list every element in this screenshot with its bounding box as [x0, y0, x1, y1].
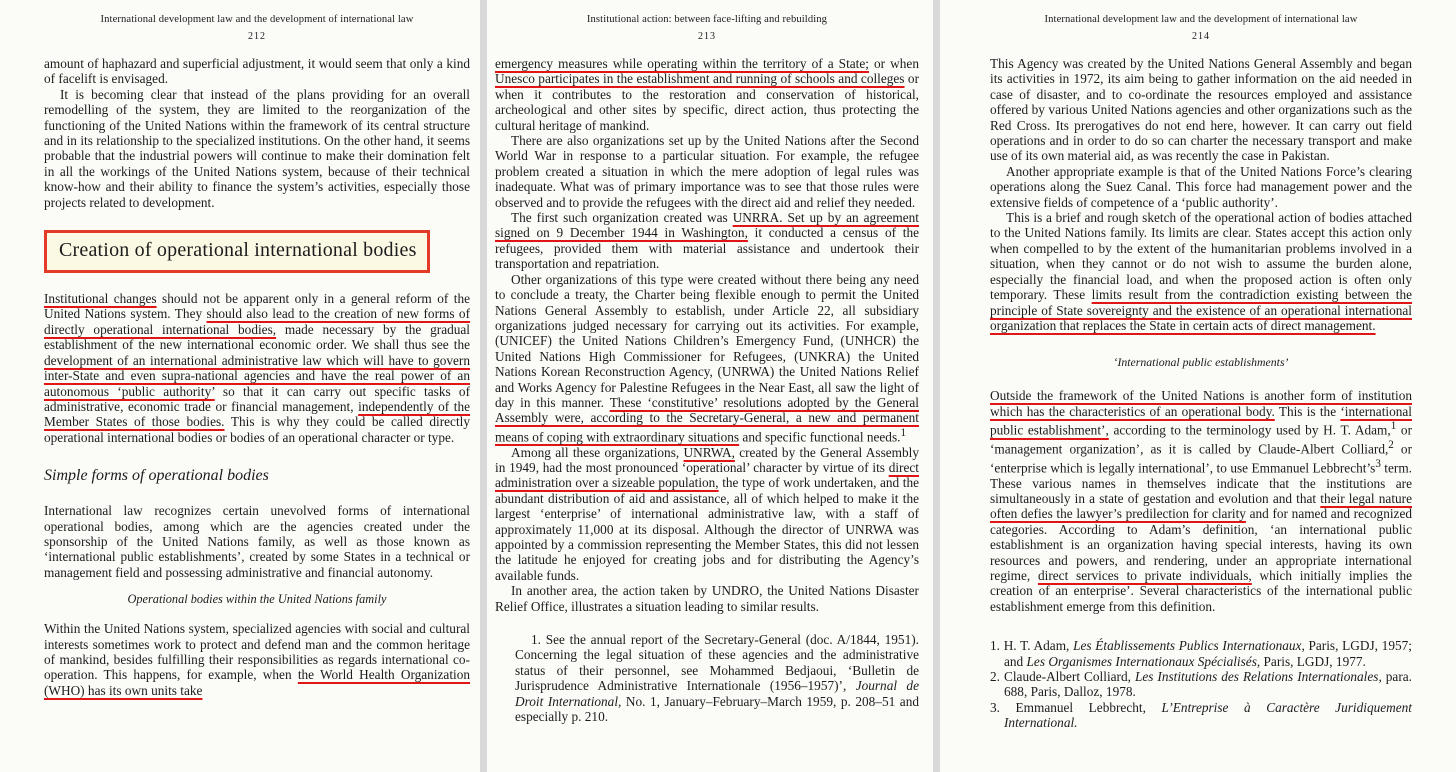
- minor-heading: Operational bodies within the United Nations family: [127, 592, 387, 607]
- paragraph: It is becoming clear that instead of the plans providing for an overall remodelling of the system, they are limited to the reorganization of the functioning of the United Nations within the framework of its central structure and in its relationship to the specialized institutions. On the other hand, it seems probable that the industrial powers will continue to make their domination felt in all the workings of the United Nations system, because of their technical know-how and their ability to finance the system’s activities, especially those projects related to development.: [44, 86, 470, 210]
- page-body: [495, 56, 919, 724]
- highlighted-text: should also lead to the creation of new forms of directly operational international bodies,: [44, 306, 470, 337]
- paragraph: Other organizations of this type were created without there being any need to conclude a treaty, the Charter being flexible enough to permit the United Nations General Assembly to establish, under Article 22, all subsidiary organizations judged necessary for carrying out its activities. For example, (UNICEF) the United Nations Children’s Emergency Fund, (UNHCR) the United Nations High Commissioner for Refugees, (UNKRA) the United Nations Korean Reconstruction Agency, (UNRWA) the United Nations Relief and Works Agency for Palestine Refugees in the Near East, all saw the light of day in this manner. These ‘constitutive’ resolutions adopted by the General Assembly were, according to the Secretary-General, a new and permanent means of coping with extraordinary situations and specific functional needs.$^1$: [495, 271, 919, 445]
- paragraph: In another area, the action taken by UNDRO, the United Nations Disaster Relief Office, illustrates a situation leading to similar results.: [495, 583, 919, 614]
- highlighted-text: Institutional changes: [44, 291, 157, 307]
- footnote: 3. Emmanuel Lebbrecht, L’Entreprise à Caractère Juridiquement International.: [990, 699, 1412, 731]
- section-heading-box: [44, 230, 430, 273]
- highlighted-text: Outside the framework of the United Nations is another form of institution which has the characteristics of an operational body.: [990, 388, 1412, 419]
- paragraph: There are also organizations set up by the United Nations after the Second World War in response to a particular situation. For example, the refugee problem created a situation in which the mere adoption of legal rules was inadequate. What was of primary importance was to see that those rules were observed and to provide the refugees with the direct aid and relief they needed.: [495, 133, 919, 210]
- highlighted-text: direct services to private individuals,: [1038, 568, 1252, 584]
- footnote: 1. H. T. Adam, Les Établissements Publics Internationaux, Paris, LGDJ, 1957; and Les Organismes Internationaux Spécialisés, Paris, LGDJ, 1977.: [990, 638, 1412, 669]
- paragraph: emergency measures while operating within the territory of a State; or when Unesco participates in the establishment and running of schools and colleges or when it contributes to the restoration and conservation of historical, archeological and other sites by specific, direct action, thus protecting the cultural heritage of mankind.: [495, 56, 920, 133]
- footnote: 2. Claude-Albert Colliard, Les Institutions des Relations Internationales, para. 688, Paris, Dalloz, 1978.: [990, 669, 1412, 700]
- highlighted-text: These ‘constitutive’ resolutions adopted by the General Assembly were, according to the Secretary-General, a new and permanent means of coping with extraordinary situations: [495, 394, 919, 445]
- highlighted-text: limits result from the contradiction existing between the principle of State sovereignty and the existence of an operational international organization that replaces the State in certain acts of direct management.: [990, 287, 1413, 333]
- highlighted-text: emergency measures while operating within the territory of a State;: [495, 56, 869, 71]
- section-heading: Creation of operational international bodies: [59, 239, 417, 262]
- paragraph: Institutional changes should not be apparent only in a general reform of the United Nations system. They should also lead to the creation of new forms of directly operational international bodies, made necessary by the gradual establishment of the new international economic order. We shall thus see the development of an international administrative law which will have to govern inter-State and even supra-national agencies and have the real power of an autonomous ‘public authority’ so that it can carry out specific tasks of administrative, economic trade or financial management, independently of the Member States of those bodies. This is why they could be called directly operational international bodies or bodies of an operational character or type.: [44, 291, 470, 445]
- paragraph: Within the United Nations system, specialized agencies with social and cultural interests sometimes work to protect and defend man and the common heritage of mankind, besides fulfilling their responsibilities as regards international co-operation. This happens, for example, when the World Health Organization (WHO) has its own units take: [44, 621, 471, 698]
- highlighted-text: direct administration over a sizeable population,: [495, 459, 919, 491]
- paragraph: amount of haphazard and superficial adjustment, it would seem that only a kind of facelift is envisaged.: [44, 56, 470, 87]
- running-head: International development law and the development of international law: [100, 14, 414, 25]
- page-body: [44, 56, 470, 698]
- page-number: 214: [1192, 31, 1210, 42]
- paragraph: This is a brief and rough sketch of the operational action of bodies attached to the United Nations family. Its limits are clear. States accept this action only when compelled to by the extent of the humanitarian problems involved in a situation, when they cannot or do not wish to assume the burden alone, especially the financial load, and when the proposed action is often only temporary. These limits result from the contradiction existing between the principle of State sovereignty and the existence of an operational international organization that replaces the State in certain acts of direct management.: [990, 210, 1413, 333]
- running-head: International development law and the development of international law: [1044, 14, 1358, 25]
- footnote-ref: 1: [1390, 420, 1397, 433]
- paragraph: International law recognizes certain unevolved forms of international operational bodies, among which are the agencies created under the sponsorship of the United Nations family, as well as those known as ‘international public establishments’, created by some States in a technical or management field and possessing administrative and financial autonomy.: [44, 503, 470, 580]
- highlighted-text: the World Health Organization (WHO) has its own units take: [44, 667, 471, 698]
- paragraph: Another appropriate example is that of the United Nations Force’s clearing operations along the Suez Canal. This force had management power and the extensive fields of competence of a ‘public authority’.: [990, 163, 1412, 210]
- highlighted-text: UNRWA,: [683, 444, 735, 460]
- footnote-ref: 1: [900, 426, 906, 439]
- highlighted-text: UNRRA. Set up by an agreement signed on 9 December 1944 in Washington,: [495, 210, 920, 241]
- footnotes: [495, 632, 919, 724]
- highlighted-text: development of an international administrative law which will have to govern inter-State and even supra-national agencies and have the real power of an autonomous ‘public authority’: [44, 352, 470, 399]
- highlighted-text: Unesco participates in the establishment and running of schools and colleges: [495, 71, 905, 87]
- running-head: Institutional action: between face-lifting and rebuilding: [586, 14, 828, 25]
- highlighted-text: independently of the Member States of those bodies.: [44, 398, 470, 430]
- page-body: [990, 56, 1412, 731]
- page-213: [487, 0, 933, 772]
- highlighted-text: their legal nature often defies the lawyer’s predilection for clarity: [990, 491, 1412, 522]
- page-number: 212: [248, 31, 266, 42]
- footnote-ref: 2: [1388, 438, 1394, 451]
- page-number: 213: [698, 31, 716, 42]
- footnote-ref: 3: [1375, 457, 1381, 470]
- footnotes: [990, 638, 1412, 730]
- paragraph: The first such organization created was UNRRA. Set up by an agreement signed on 9 December 1944 in Washington, it conducted a census of the refugees, provided them with material assistance and undertook their transportation and repatriation.: [495, 210, 920, 272]
- highlighted-text: ‘international public establishment’,: [990, 403, 1412, 438]
- page-212: [0, 0, 480, 772]
- subheading: ‘International public establishments’: [1113, 355, 1289, 370]
- paragraph: This Agency was created by the United Nations General Assembly and began its activities in 1972, its aim being to gather information on the aid needed in case of disaster, and to co-ordinate the resources employed and assistance offered by various United Nations agencies and other organizations such as the Red Cross. Its prerogatives do not end here, however. It can carry out field operations and in order to do so can charter the necessary transport and make use of its own material aid, as was recently the case in Pakistan.: [990, 56, 1412, 164]
- page-214: [940, 0, 1456, 772]
- subheading: Simple forms of operational bodies: [44, 467, 269, 485]
- footnote: 1. See the annual report of the Secretary-General (doc. A/1844, 1951). Concerning the legal situation of these agencies and the administrative status of their personnel, see Mohammed Bedjaoui, ‘Bulletin de Jurisprudence Administrative Internationale (1956–1957)’, Journal de Droit International, No. 1, January–February–March 1959, p. 208–51 and especially p. 210.: [515, 632, 919, 725]
- paragraph: Among all these organizations, UNRWA, created by the General Assembly in 1949, had the most pronounced ‘operational’ character by virtue of its direct administration over a sizeable population, the type of work undertaken, and the abundant distribution of aid and assistance, all of which helped to make it the largest ‘enterprise’ of international administrative law, with a staff of approximately 11,000 at its disposal. Although the director of UNRWA was appointed by a commission representing the Member States, this did not lessen the latitude he enjoyed for creating jobs and for distributing the Agency’s available funds.: [495, 444, 919, 583]
- paragraph: Outside the framework of the United Nations is another form of institution which has the characteristics of an operational body. This is the ‘international public establishment’, according to the terminology used by H. T. Adam,$^1$ or ‘management organization’, as it is called by Claude-Albert Colliard,$^2$ or ‘enterprise which is legally international’, to use Emmanuel $Lebbrecht’s^3$ term. These various names in themselves indicate that the institutions are simultaneously in a state of gestation and evolution and that their legal nature often defies the lawyer’s predilection for clarity and for named and recognized categories. According to Adam’s definition, ‘an international public establishment is an organization having special interests, having its own resources and powers, and rendering, under an appropriate international regime, direct services to private individuals, which initially implies the creation of an enterprise’. Several characteristics of the international public establishment emerge from this definition.: [990, 388, 1412, 614]
